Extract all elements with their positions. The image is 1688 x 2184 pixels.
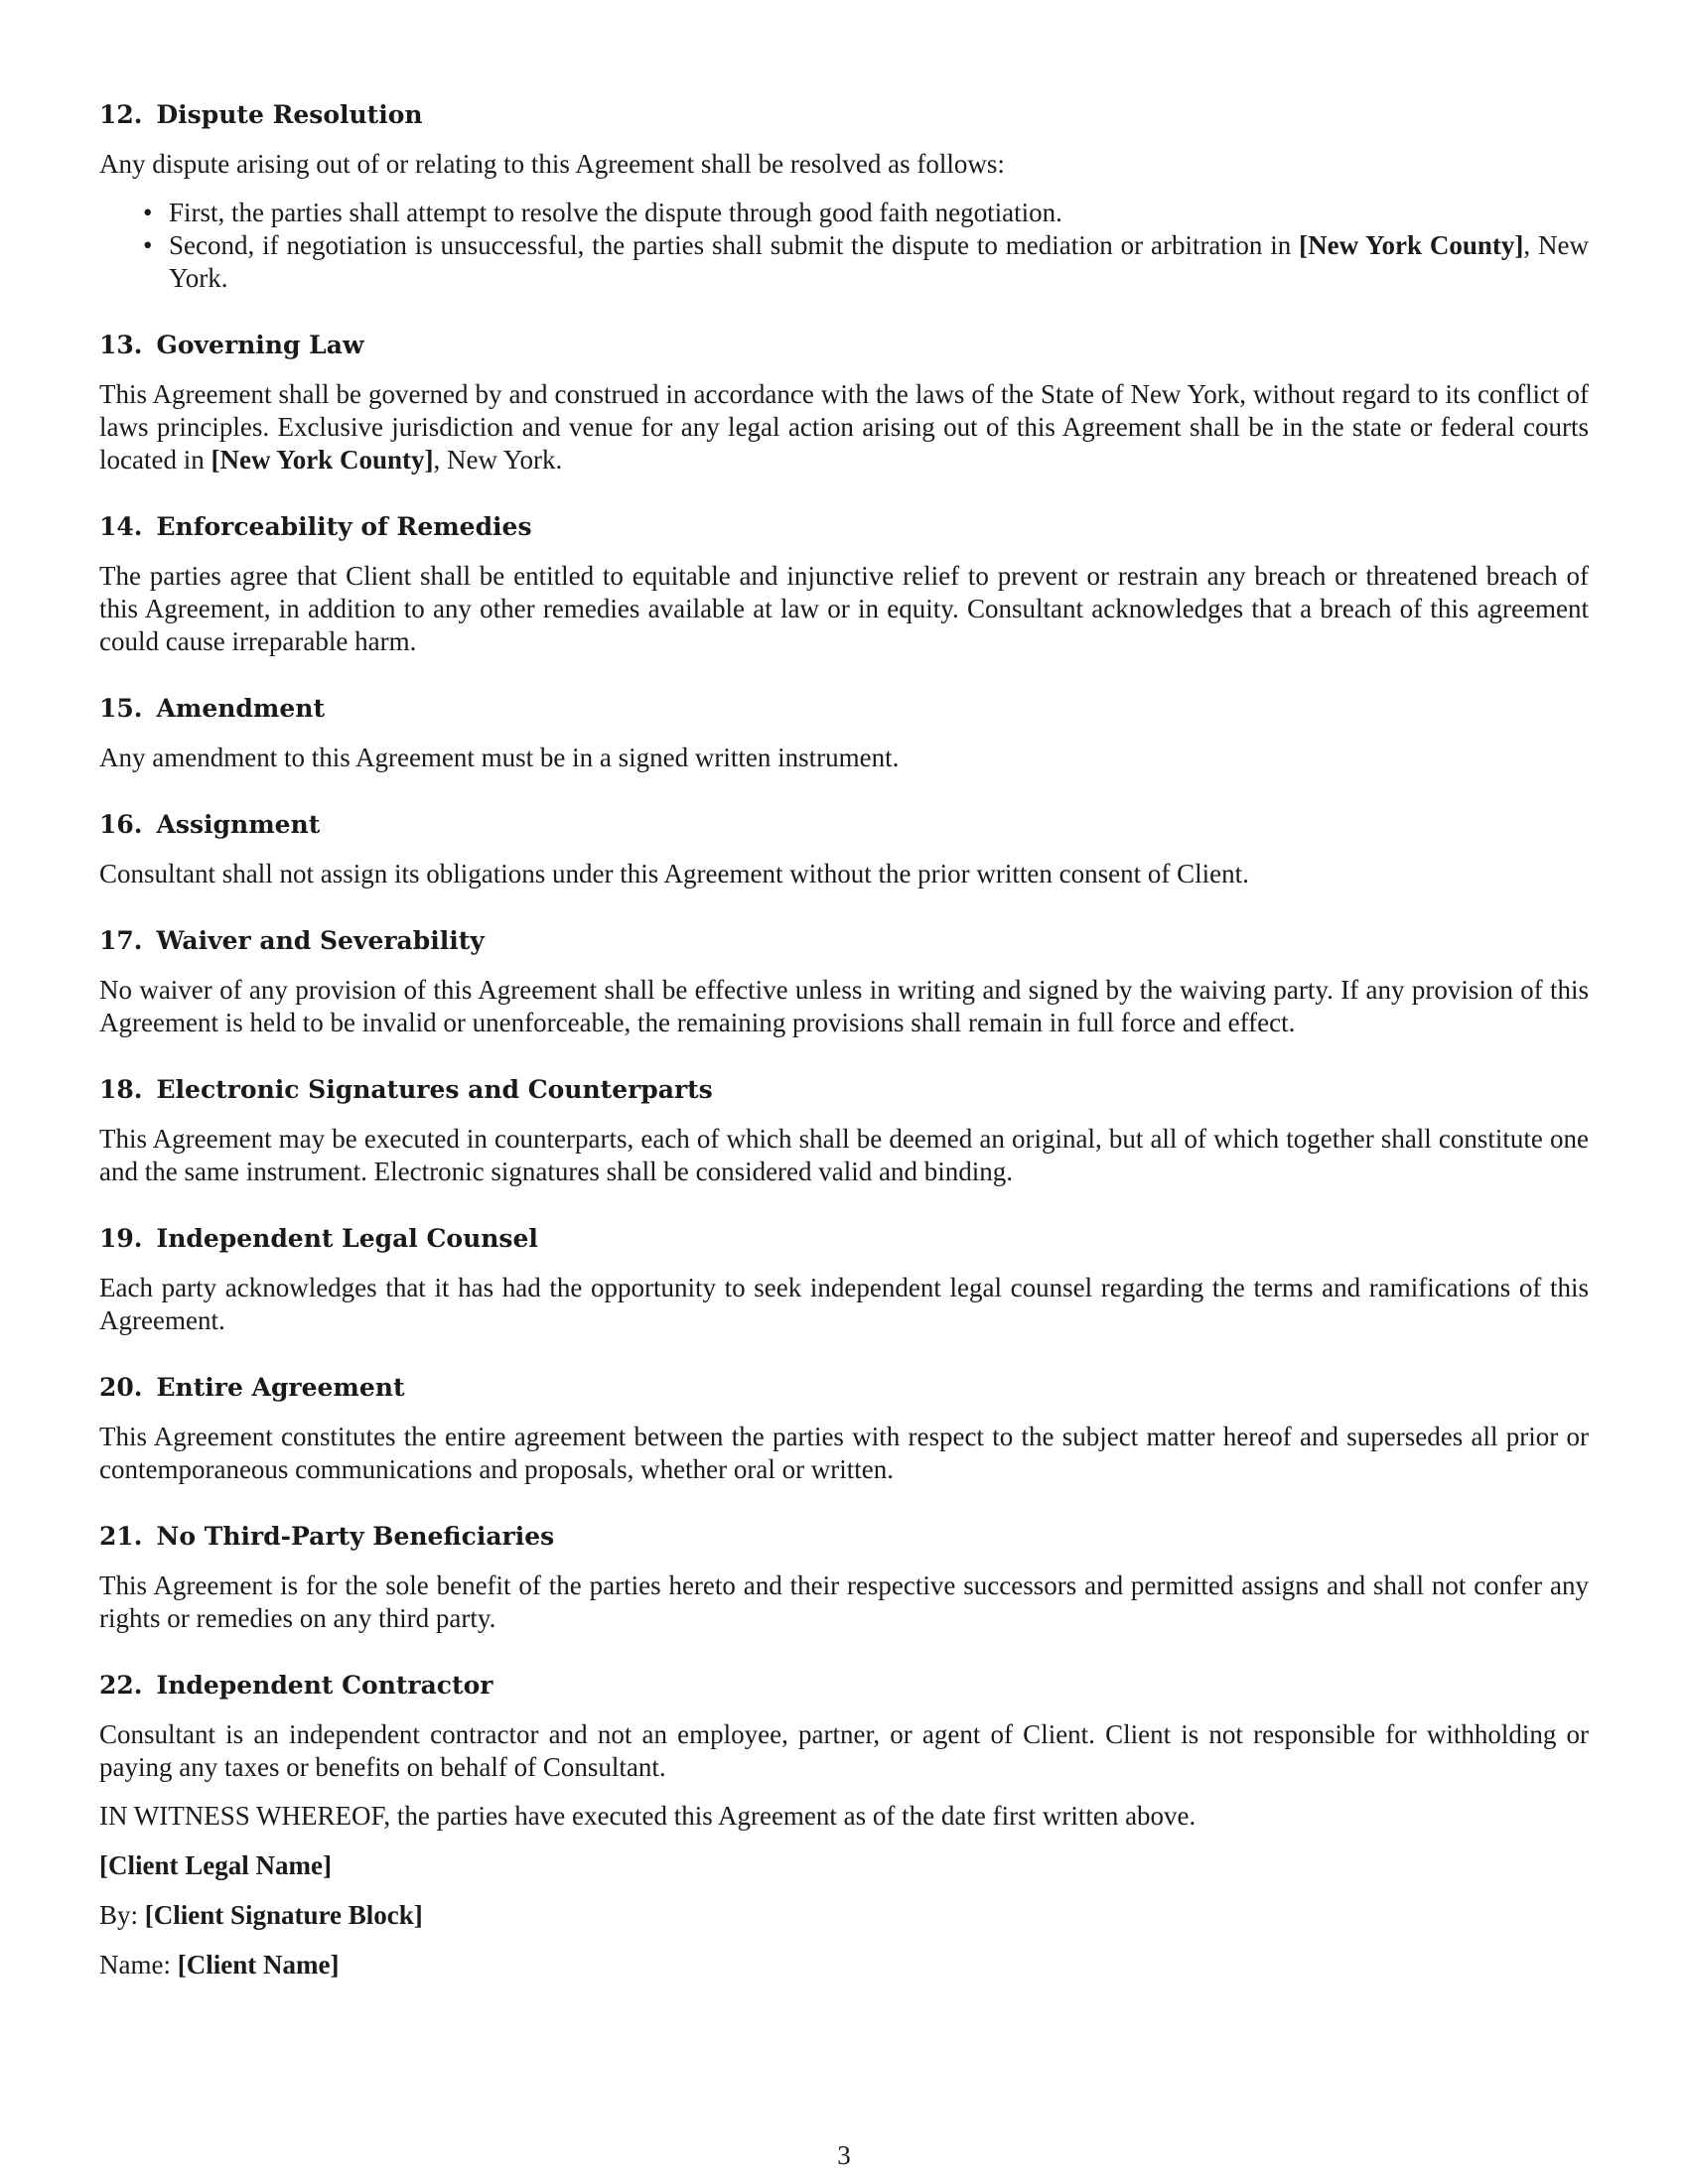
list-item: • Second, if negotiation is unsuccessful, the parties shall submit the dispute to mediation or arbitration in [New York County], New York. [143, 230, 1590, 293]
signature-line: By: [Client Signature Block] [99, 1900, 423, 1930]
section-heading: 16. Assignment [99, 810, 321, 839]
section-body: Each party acknowledges that it has had the opportunity to seek independent legal counsel regarding the terms and ramifications of this Agreement. [99, 1273, 1589, 1335]
section-body: This Agreement is for the sole benefit of the parties hereto and their respective successors and permitted assigns and shall not confer any rights or remedies on any third party. [99, 1570, 1589, 1633]
section-body: This Agreement shall be governed by and construed in accordance with the laws of the State of New York, without regard to its conflict of laws principles. Exclusive jurisdiction and venue for any legal action arising out of this Agreement shall be in the state or federal courts located in [New York County], New York. [99, 379, 1589, 475]
section-heading: 13. Governing Law [99, 331, 364, 359]
section-heading: 14. Enforceability of Remedies [99, 512, 532, 541]
section-body: No waiver of any provision of this Agreement shall be effective unless in writing and signed by the waiving party. If any provision of this Agreement is held to be invalid or unenforceable, the remaining provisions shall remain in full force and effect. [99, 975, 1589, 1037]
section-17-waiver-and-severability [99, 923, 1589, 1039]
name-line: Name: [Client Name] [99, 1950, 340, 1979]
section-body: Any amendment to this Agreement must be in a signed written instrument. [99, 743, 900, 772]
section-18-electronic-signatures [99, 1072, 1589, 1188]
section-21-no-third-party-beneficiaries [99, 1519, 1589, 1635]
section-14-enforceability-of-remedies [99, 509, 1589, 658]
section-16-assignment [99, 807, 1589, 890]
bullet-list [99, 197, 1589, 295]
section-body: This Agreement may be executed in counterparts, each of which shall be deemed an original, but all of which together shall constitute one and the same instrument. Electronic signatures shall be considered valid and binding. [99, 1124, 1589, 1186]
section-12-dispute-resolution [99, 97, 1589, 295]
section-19-independent-legal-counsel [99, 1221, 1589, 1337]
section-body: The parties agree that Client shall be entitled to equitable and injunctive relief to prevent or restrain any breach or threatened breach of this Agreement, in addition to any other remedies available at law or in equity. Consultant acknowledges that a breach of this agreement could cause irreparable harm. [99, 561, 1589, 656]
section-22-independent-contractor [99, 1668, 1589, 1784]
section-heading: 22. Independent Contractor [99, 1671, 493, 1700]
bullet-icon: • [143, 198, 153, 227]
witness-statement: IN WITNESS WHEREOF, the parties have executed this Agreement as of the date first written above. [99, 1801, 1196, 1831]
page-number: 3 [837, 2140, 851, 2170]
section-heading: 20. Entire Agreement [99, 1373, 405, 1402]
section-heading: 21. No Third-Party Beneficiaries [99, 1522, 555, 1551]
section-body: This Agreement constitutes the entire agreement between the parties with respect to the subject matter hereof and supersedes all prior or contemporaneous communications and proposals, whether oral or written. [99, 1422, 1589, 1484]
section-intro: Any dispute arising out of or relating to this Agreement shall be resolved as follows: [99, 149, 1005, 179]
section-body: Consultant shall not assign its obligations under this Agreement without the prior written consent of Client. [99, 859, 1249, 888]
list-item: • First, the parties shall attempt to resolve the dispute through good faith negotiation. [143, 198, 1062, 227]
section-heading: 18. Electronic Signatures and Counterparts [99, 1075, 713, 1104]
bullet-icon: • [143, 230, 153, 260]
section-13-governing-law [99, 328, 1589, 477]
section-15-amendment [99, 691, 1589, 774]
section-heading: 17. Waiver and Severability [99, 926, 485, 955]
section-heading: 15. Amendment [99, 694, 325, 723]
section-body: Consultant is an independent contractor and not an employee, partner, or agent of Client. Client is not responsible for withholding or paying any taxes or benefits on behalf of Consultant. [99, 1719, 1589, 1782]
section-20-entire-agreement [99, 1370, 1589, 1486]
document-page [99, 97, 1589, 1998]
section-heading: 19. Independent Legal Counsel [99, 1224, 538, 1253]
client-legal-name: [Client Legal Name] [99, 1850, 332, 1880]
section-heading: 12. Dispute Resolution [99, 100, 423, 129]
